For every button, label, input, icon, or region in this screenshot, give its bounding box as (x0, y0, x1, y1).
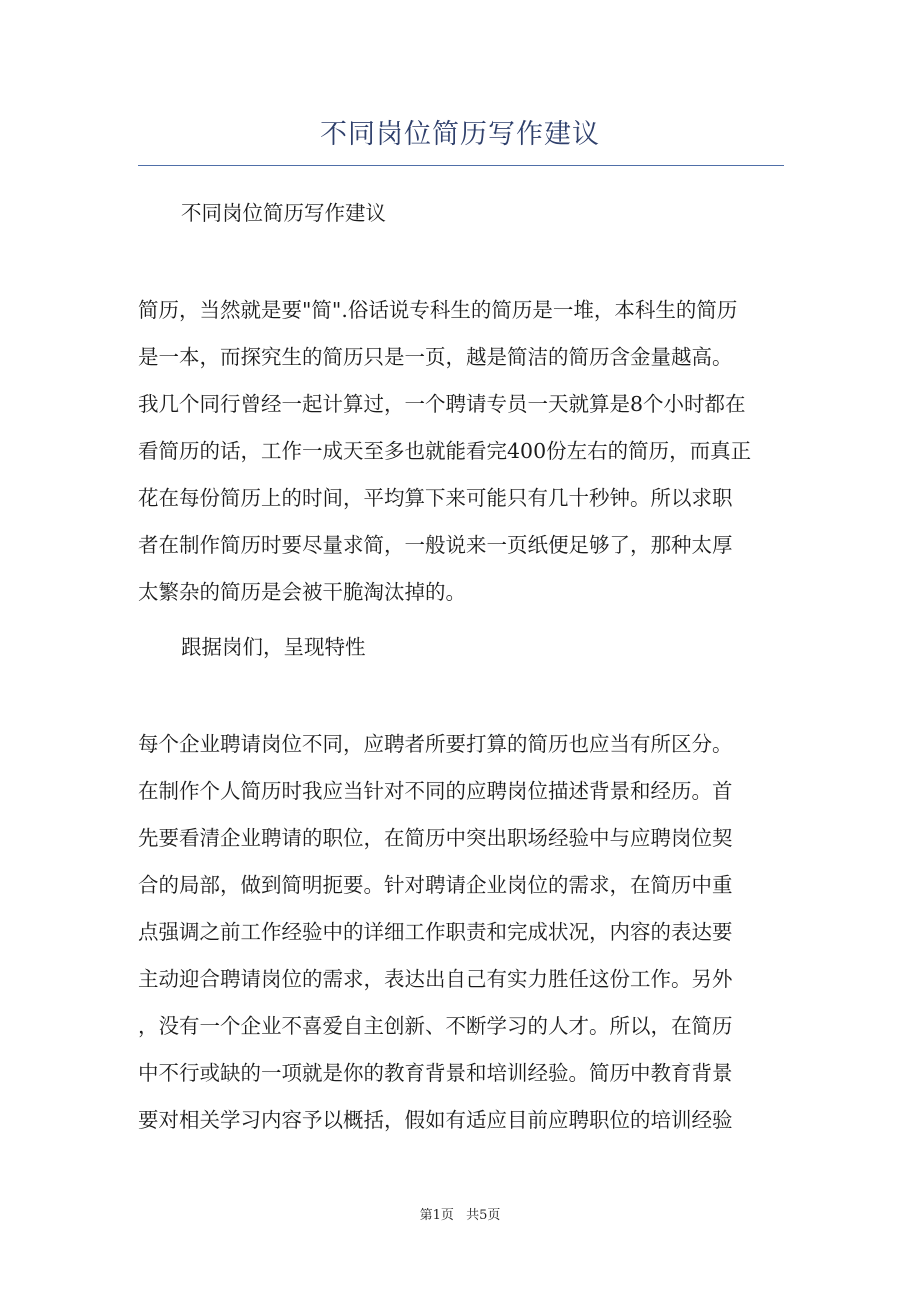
section-heading-2: 跟据岗们，呈现特性 (181, 635, 366, 659)
paragraph-line: 花在每份简历上的时间，平均算下来可能只有几十秒钟。所以求职 (138, 486, 733, 510)
page-title: 不同岗位简历写作建议 (320, 119, 600, 150)
paragraph-line: 要对相关学习内容予以概括，假如有适应目前应聘职位的培训经验 (138, 1108, 733, 1132)
paragraph-2 (138, 721, 733, 1144)
paragraph-line: 合的局部，做到简明扼要。针对聘请企业岗位的需求，在简历中重 (138, 873, 733, 897)
paragraph-line: 在制作个人简历时我应当针对不同的应聘岗位描述背景和经历。首 (138, 779, 733, 803)
paragraph-line: 简历，当然就是要"简".俗话说专科生的简历是一堆，本科生的简历 (138, 298, 738, 322)
paragraph-line: 者在制作简历时要尽量求简，一般说来一页纸便足够了，那种太厚 (138, 533, 733, 557)
paragraph-line: 主动迎合聘请岗位的需求，表达出自己有实力胜任这份工作。另外 (138, 967, 733, 991)
title-divider (138, 165, 784, 166)
paragraph-line: 点强调之前工作经验中的详细工作职责和完成状况，内容的表达要 (138, 920, 733, 944)
page-footer (0, 1207, 920, 1225)
paragraph-line: 看简历的话，工作一成天至多也就能看完400份左右的简历，而真正 (138, 439, 752, 463)
paragraph-1 (138, 287, 751, 616)
paragraph-line: ，没有一个企业不喜爱自主创新、不断学习的人才。所以，在简历 (138, 1014, 733, 1038)
paragraph-line: 先要看清企业聘请的职位，在简历中突出职场经验中与应聘岗位契 (138, 826, 733, 850)
paragraph-line: 太繁杂的简历是会被干脆淘汰掉的。 (138, 580, 466, 604)
paragraph-line: 中不行或缺的一项就是你的教育背景和培训经验。简历中教育背景 (138, 1061, 733, 1085)
page-number: 第1页 (419, 1208, 454, 1223)
page-total: 共5页 (466, 1208, 501, 1223)
paragraph-line: 我几个同行曾经一起计算过，一个聘请专员一天就算是8个小时都在 (138, 392, 746, 416)
section-heading-1: 不同岗位简历写作建议 (181, 201, 386, 225)
paragraph-line: 是一本，而探究生的简历只是一页，越是简洁的简历含金量越高。 (138, 345, 733, 369)
paragraph-line: 每个企业聘请岗位不同，应聘者所要打算的简历也应当有所区分。 (138, 732, 733, 756)
